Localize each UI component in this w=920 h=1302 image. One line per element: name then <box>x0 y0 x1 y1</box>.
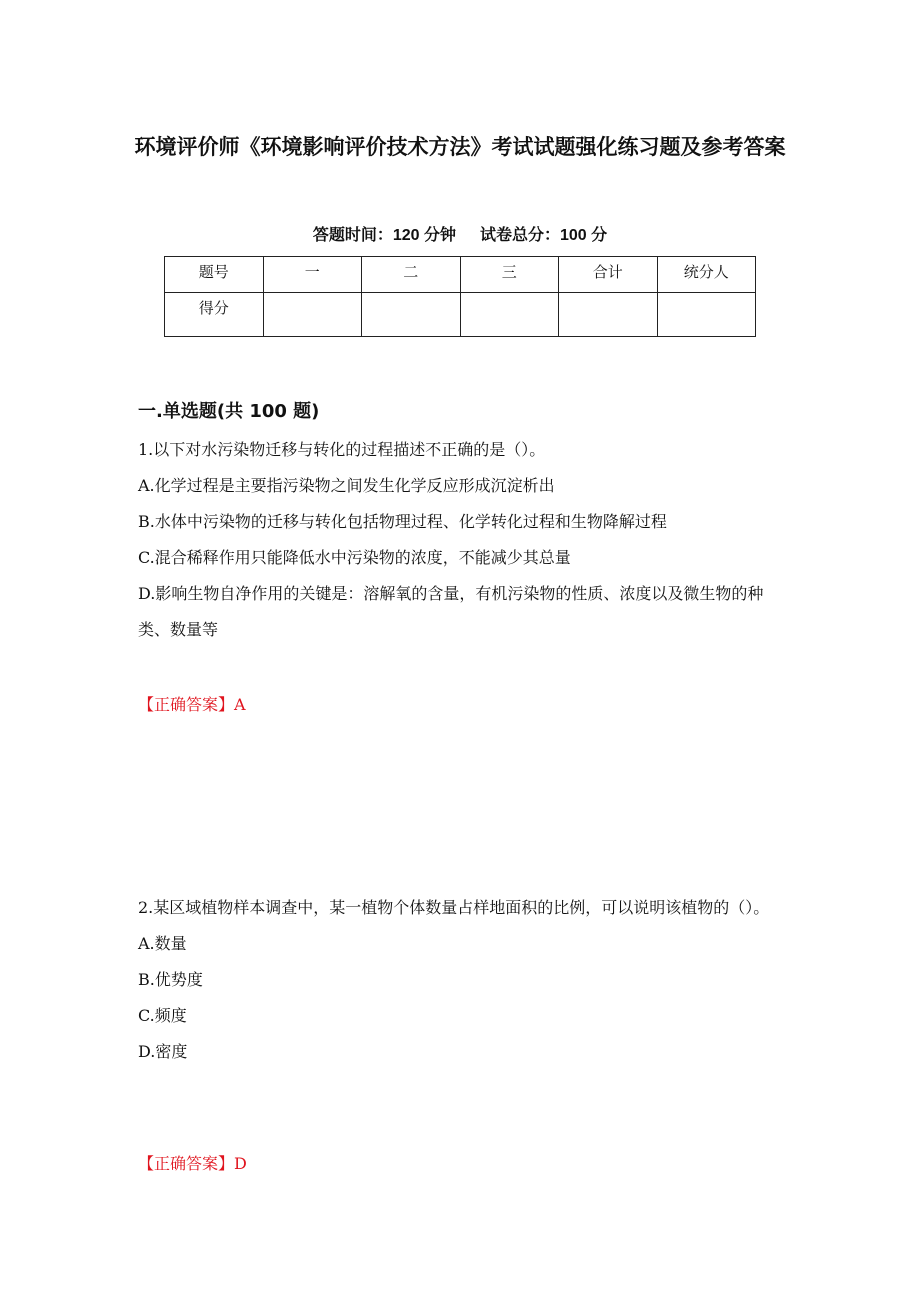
score-cell <box>559 293 658 337</box>
header-cell: 合计 <box>559 257 658 293</box>
question-2 <box>138 890 788 1070</box>
option-c: C.频度 <box>138 1006 187 1025</box>
option-d: D.影响生物自净作用的关键是：溶解氧的含量，有机污染物的性质、浓度以及微生物的种类、数量等 <box>138 584 764 639</box>
exam-total-score: 试卷总分：100 分 <box>480 227 608 244</box>
answer-1: 【正确答案】A <box>138 695 246 714</box>
option-a: A.化学过程是主要指污染物之间发生化学反应形成沉淀析出 <box>138 476 555 495</box>
option-b: B.水体中污染物的迁移与转化包括物理过程、化学转化过程和生物降解过程 <box>138 512 667 531</box>
document-title: 环境评价师《环境影响评价技术方法》考试试题强化练习题及参考答案 <box>134 135 786 159</box>
option-c: C.混合稀释作用只能降低水中污染物的浓度，不能减少其总量 <box>138 548 571 567</box>
score-cell <box>460 293 559 337</box>
question-1 <box>138 432 788 648</box>
header-cell: 一 <box>263 257 362 293</box>
exam-time: 答题时间：120 分钟 <box>312 227 456 244</box>
section-heading: 一.单选题(共 100 题) <box>138 401 320 422</box>
header-cell: 题号 <box>165 257 264 293</box>
question-stem: 2.某区域植物样本调查中，某一植物个体数量占样地面积的比例，可以说明该植物的（）。 <box>138 898 770 917</box>
score-cell <box>362 293 461 337</box>
score-table <box>164 256 756 337</box>
row-label: 得分 <box>165 293 264 337</box>
option-b: B.优势度 <box>138 970 203 989</box>
answer-2: 【正确答案】D <box>138 1154 247 1173</box>
exam-meta <box>130 222 790 245</box>
option-a: A.数量 <box>138 934 187 953</box>
header-cell: 三 <box>460 257 559 293</box>
question-stem: 1.以下对水污染物迁移与转化的过程描述不正确的是（）。 <box>138 440 546 459</box>
score-cell <box>657 293 756 337</box>
header-cell: 统分人 <box>657 257 756 293</box>
header-cell: 二 <box>362 257 461 293</box>
score-cell <box>263 293 362 337</box>
option-d: D.密度 <box>138 1042 188 1061</box>
